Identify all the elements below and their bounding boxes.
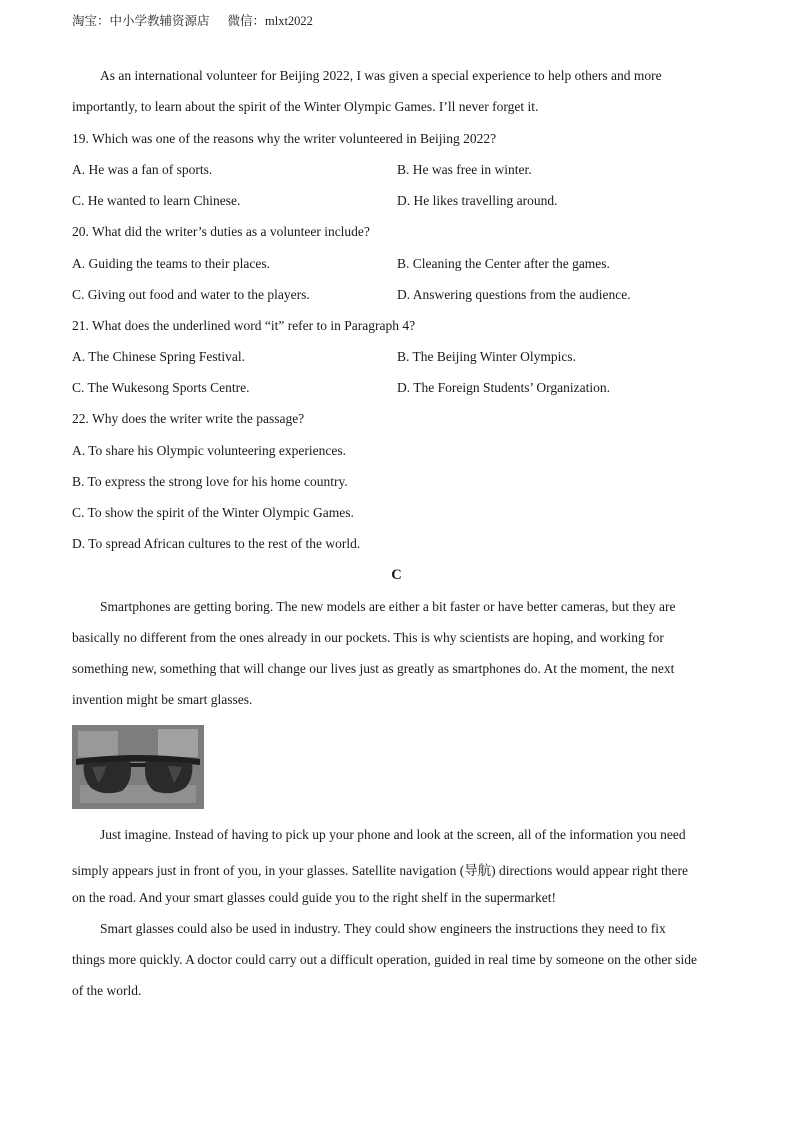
question-22-stem: 22. Why does the writer write the passage? [72, 411, 305, 426]
question-21-stem: 21. What does the underlined word “it” refer to in Paragraph 4? [72, 318, 416, 333]
intro-line-1: As an international volunteer for Beijing 2022, I was given a special experience to help others and more [100, 68, 662, 83]
section-heading: C [391, 567, 402, 583]
question-19-option-a: A. He was a fan of sports. [72, 162, 213, 177]
question-19-stem: 19. Which was one of the reasons why the writer volunteered in Beijing 2022? [72, 131, 497, 146]
question-19-option-c: C. He wanted to learn Chinese. [72, 193, 241, 208]
question-19-option-b: B. He was free in winter. [397, 162, 532, 177]
smart-glasses-photo [72, 725, 204, 809]
para2-line-1: Just imagine. Instead of having to pick up your phone and look at the screen, all of the information you need [100, 827, 686, 842]
question-22-option-b: B. To express the strong love for his home country. [72, 474, 348, 489]
question-21-option-d: D. The Foreign Students’ Organization. [397, 380, 610, 395]
page-header [72, 11, 313, 29]
question-19-option-d: D. He likes travelling around. [397, 193, 558, 208]
question-21-option-b: B. The Beijing Winter Olympics. [397, 349, 576, 364]
para1-line-3: something new, something that will change our lives just as greatly as smartphones do. At the moment, the next [72, 661, 675, 676]
para3-line-1: Smart glasses could also be used in industry. They could show engineers the instructions they need to fix [100, 921, 666, 936]
question-21-option-c: C. The Wukesong Sports Centre. [72, 380, 250, 395]
question-22-option-c: C. To show the spirit of the Winter Olympic Games. [72, 505, 354, 520]
para3-line-3: of the world. [72, 983, 142, 998]
para2-line-2: simply appears just in front of you, in your glasses. Satellite navigation (导航) directions would appear right there [72, 863, 688, 878]
question-20-option-d: D. Answering questions from the audience. [397, 287, 631, 302]
question-20-stem: 20. What did the writer’s duties as a volunteer include? [72, 224, 370, 239]
para1-line-4: invention might be smart glasses. [72, 692, 253, 707]
question-20-option-b: B. Cleaning the Center after the games. [397, 256, 610, 271]
wechat-id: 微信：mlxt2022 [227, 14, 313, 28]
question-20-option-a: A. Guiding the teams to their places. [72, 256, 270, 271]
question-20-option-c: C. Giving out food and water to the players. [72, 287, 310, 302]
shop-name: 淘宝：中小学教辅资源店 [72, 14, 210, 28]
question-21-option-a: A. The Chinese Spring Festival. [72, 349, 245, 364]
sunglasses-icon [72, 725, 204, 809]
question-22-option-d: D. To spread African cultures to the rest of the world. [72, 536, 361, 551]
question-22-option-a: A. To share his Olympic volunteering experiences. [72, 443, 346, 458]
para2-line-3: on the road. And your smart glasses could guide you to the right shelf in the supermarket! [72, 890, 557, 905]
para1-line-1: Smartphones are getting boring. The new models are either a bit faster or have better cameras, but they are [100, 599, 676, 614]
para3-line-2: things more quickly. A doctor could carry out a difficult operation, guided in real time by someone on the other side [72, 952, 697, 967]
para1-line-2: basically no different from the ones already in our pockets. This is why scientists are hoping, and working for [72, 630, 664, 645]
intro-line-2: importantly, to learn about the spirit of the Winter Olympic Games. I’ll never forget it. [72, 99, 539, 114]
